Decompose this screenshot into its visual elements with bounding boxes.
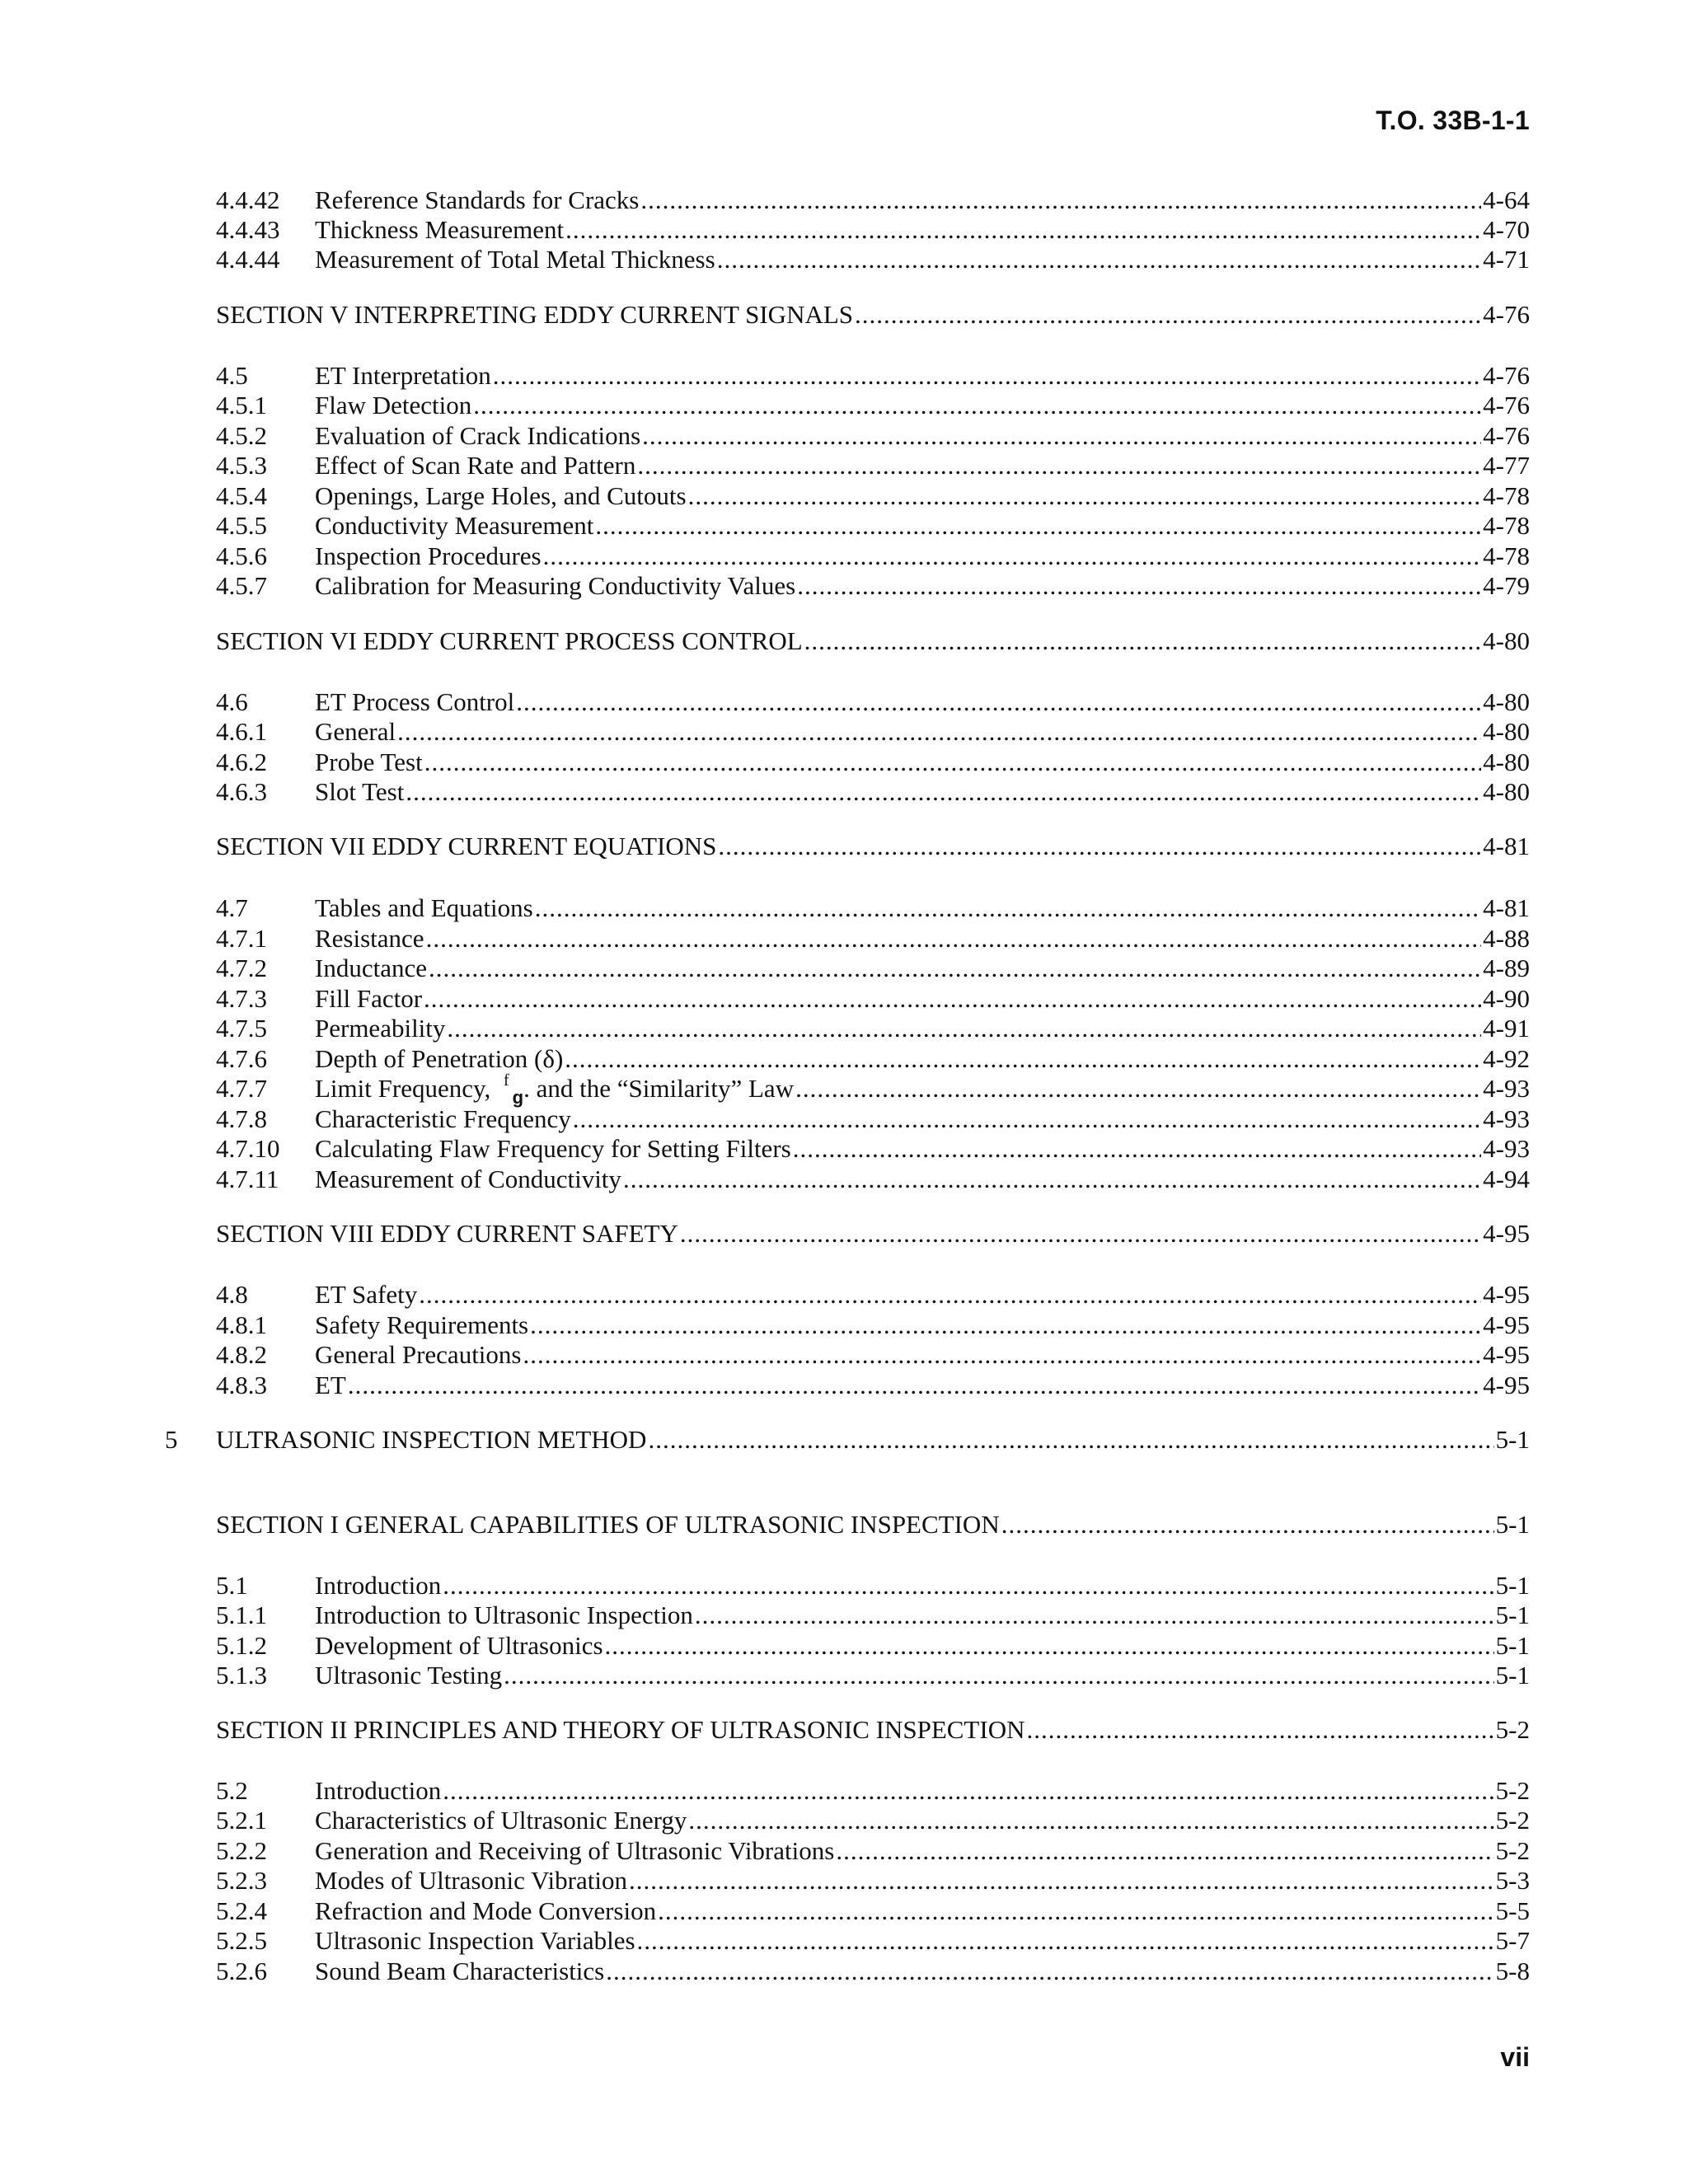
entry-page: 4-76 [1483,361,1530,390]
toc-entry [216,1896,1530,1926]
entry-number: 4.8.1 [216,1310,267,1339]
entry-title: Measurement of Conductivity [315,1165,621,1193]
section-title: SECTION VII EDDY CURRENT EQUATIONS [216,832,717,860]
dot-leader [717,244,1481,274]
entry-title: Reference Standards for Cracks [315,185,640,214]
dot-leader [797,570,1481,601]
chapter-title: ULTRASONIC INSPECTION METHOD [216,1425,647,1454]
entry-number: 4.5 [216,361,248,390]
entry-title: Refraction and Mode Conversion [315,1896,657,1925]
toc-entry [216,776,1530,807]
section-page: 4-95 [1483,1219,1530,1248]
entry-number: 5.2.3 [216,1866,267,1895]
dot-leader [695,1600,1494,1630]
entry-title: Characteristics of Ultrasonic Energy [315,1806,687,1835]
toc-entry [216,390,1530,420]
toc-entry [216,1570,1530,1601]
entry-title: Evaluation of Crack Indications [315,421,641,450]
dot-leader [658,1896,1494,1926]
dot-leader [424,747,1481,777]
entry-page: 4-80 [1483,777,1530,806]
dot-leader [836,1835,1493,1866]
toc-entry [216,1925,1530,1956]
entry-number: 4.6.2 [216,748,267,776]
entry-page: 4-64 [1483,185,1530,214]
entry-title: General Precautions [315,1340,522,1369]
toc-entry [216,1660,1530,1690]
entry-number: 4.7.7 [216,1074,267,1103]
section-title: SECTION VI EDDY CURRENT PROCESS CONTROL [216,626,803,655]
section-page: 5-2 [1495,1715,1530,1744]
dot-leader [535,893,1481,923]
dot-leader [680,1218,1481,1249]
entry-number: 4.5.7 [216,571,267,600]
entry-number: 5.1.2 [216,1631,267,1660]
entry-title: Depth of Penetration (δ) [315,1044,564,1073]
entry-title: Probe Test [315,748,423,776]
entry-title: ET Process Control [315,687,515,716]
entry-page: 4-91 [1483,1014,1530,1043]
dot-leader [443,1775,1493,1806]
dot-leader [504,1660,1494,1690]
entry-title: Thickness Measurement [315,215,565,244]
entry-number: 4.5.5 [216,511,267,540]
toc-section-heading [216,1714,1530,1745]
toc-entry [216,1279,1530,1310]
dot-leader [426,923,1482,954]
entry-title: Permeability [315,1014,446,1043]
entry-number: 4.5.2 [216,421,267,450]
entry-title: Resistance [315,924,424,953]
entry-number: 4.8.3 [216,1371,267,1399]
toc-entry [216,1071,1530,1108]
dot-leader [623,1164,1481,1194]
dot-leader [637,450,1481,480]
toc-entry [216,1339,1530,1370]
toc-section-heading [216,299,1530,330]
entry-page: 5-1 [1495,1571,1530,1600]
toc-entry [216,923,1530,954]
dot-leader [688,480,1482,511]
toc-entry [216,747,1530,777]
entry-number: 5.1.1 [216,1601,267,1629]
toc-entry [216,1013,1530,1043]
entry-number: 4.7.11 [216,1165,279,1193]
toc-entry [216,1956,1530,1986]
toc-entry [216,244,1530,274]
dot-leader [493,360,1481,391]
toc-entry [216,541,1530,571]
dot-leader [1001,1509,1494,1540]
page-number: vii [1500,2042,1530,2072]
entry-number: 5.1 [216,1571,248,1600]
entry-title: Tables and Equations [315,893,533,922]
section-title: SECTION I GENERAL CAPABILITIES OF ULTRASONIC INSPECTION [216,1510,1000,1539]
entry-title-end: . and the “Similarity” Law [523,1074,795,1103]
entry-page: 5-2 [1495,1776,1530,1805]
entry-number: 5.2.5 [216,1926,267,1955]
dot-leader [397,716,1481,747]
toc-entry [216,1104,1530,1134]
entry-title: Effect of Scan Rate and Pattern [315,451,636,480]
entry-title: Ultrasonic Testing [315,1661,503,1690]
dot-leader [595,510,1481,541]
entry-page: 4-78 [1483,481,1530,510]
entry-number: 4.7.5 [216,1014,267,1043]
entry-page: 4-89 [1483,954,1530,982]
toc-chapter-heading [165,1424,1530,1455]
entry-number: 4.7.3 [216,984,267,1013]
dot-leader [424,983,1481,1014]
dot-leader [348,1370,1481,1400]
entry-number: 4.5.3 [216,451,267,480]
dot-leader [573,1104,1481,1134]
entry-title: Generation and Receiving of Ultrasonic Vibrations [315,1836,835,1865]
entry-number: 5.1.3 [216,1661,267,1690]
document-id: T.O. 33B-1-1 [1376,105,1530,135]
entry-page: 4-71 [1483,245,1530,274]
chapter-page: 5-1 [1495,1425,1530,1454]
dot-leader [605,1630,1494,1661]
entry-title: Development of Ultrasonics [315,1631,603,1660]
entry-page: 4-80 [1483,687,1530,716]
toc-entry [216,1043,1530,1074]
dot-leader [419,1279,1481,1310]
dot-leader [606,1956,1493,1986]
entry-title: General [315,717,396,746]
entry-title: Calculating Flaw Frequency for Setting Filters [315,1134,791,1163]
entry-page: 4-76 [1483,421,1530,450]
dot-leader [447,1013,1481,1043]
toc-entry [216,953,1530,983]
section-title: SECTION VIII EDDY CURRENT SAFETY [216,1219,678,1248]
entry-number: 4.4.43 [216,215,280,244]
dot-leader [565,1043,1481,1074]
entry-page: 4-81 [1483,893,1530,922]
toc-section-heading [216,831,1530,861]
dot-leader [516,687,1481,717]
toc-entry [216,1775,1530,1806]
toc-entry [216,1370,1530,1400]
dot-leader [637,1925,1494,1956]
toc-entry [216,1805,1530,1835]
toc-entry [216,480,1530,511]
entry-page: 4-80 [1483,748,1530,776]
dot-leader [629,1865,1494,1896]
toc-entry [216,1133,1530,1164]
entry-number: 4.7.8 [216,1104,267,1133]
entry-page: 5-5 [1495,1896,1530,1925]
frequency-subscript: g [512,1087,524,1108]
entry-title [315,1073,794,1108]
section-title: SECTION II PRINCIPLES AND THEORY OF ULTRASONIC INSPECTION [216,1715,1025,1744]
toc-entry [216,1835,1530,1866]
dot-leader [795,1073,1481,1104]
dot-leader [804,626,1482,656]
dot-leader [642,420,1481,451]
entry-title: Ultrasonic Inspection Variables [315,1926,635,1955]
entry-title: Safety Requirements [315,1310,529,1339]
entry-page: 4-94 [1483,1165,1530,1193]
entry-title: Modes of Ultrasonic Vibration [315,1866,627,1895]
entry-title: Inductance [315,954,427,982]
chapter-number: 5 [165,1425,178,1454]
entry-page: 4-79 [1483,571,1530,600]
entry-page: 5-2 [1495,1806,1530,1835]
entry-title: Introduction to Ultrasonic Inspection [315,1601,693,1629]
entry-page: 4-93 [1483,1074,1530,1103]
entry-page: 5-1 [1495,1661,1530,1690]
entry-title: Sound Beam Characteristics [315,1957,605,1985]
dot-leader [855,299,1481,330]
dot-leader [640,185,1481,215]
entry-number: 4.6.3 [216,777,267,806]
entry-number: 4.7.10 [216,1134,280,1163]
frequency-symbol: f [503,1071,509,1090]
toc-entry [216,420,1530,451]
dot-leader [473,390,1481,420]
toc-entry [216,185,1530,215]
toc-entry [216,1164,1530,1194]
entry-page: 4-92 [1483,1044,1530,1073]
section-page: 4-80 [1483,626,1530,655]
entry-page: 5-7 [1495,1926,1530,1955]
toc-entry [216,570,1530,601]
dot-leader [429,953,1481,983]
entry-number: 4.8 [216,1280,248,1309]
entry-title: Calibration for Measuring Conductivity Values [315,571,796,600]
toc-section-heading [216,1509,1530,1540]
entry-number: 4.5.6 [216,541,267,570]
entry-title: Inspection Procedures [315,541,542,570]
toc-entry [216,1630,1530,1661]
entry-number: 4.8.2 [216,1340,267,1369]
entry-number: 4.6 [216,687,248,716]
section-page: 4-81 [1483,832,1530,860]
entry-page: 5-1 [1495,1631,1530,1660]
section-page: 4-76 [1483,300,1530,329]
entry-number: 4.4.44 [216,245,280,274]
entry-page: 4-90 [1483,984,1530,1013]
entry-number: 4.6.1 [216,717,267,746]
dot-leader [523,1339,1481,1370]
toc-entry [216,716,1530,747]
dot-leader [406,776,1481,807]
toc-entry [216,893,1530,923]
entry-number: 5.2.6 [216,1957,267,1985]
entry-title: ET Safety [315,1280,418,1309]
dot-leader [565,214,1481,245]
entry-title: Flaw Detection [315,391,472,419]
entry-page: 5-8 [1495,1957,1530,1985]
toc-entry [216,983,1530,1014]
entry-page: 4-95 [1483,1340,1530,1369]
entry-page: 4-88 [1483,924,1530,953]
entry-page: 4-95 [1483,1310,1530,1339]
toc-section-heading [216,1218,1530,1249]
dot-leader [543,541,1482,571]
toc-entry [216,214,1530,245]
entry-number: 4.4.42 [216,185,280,214]
entry-page: 5-3 [1495,1866,1530,1895]
dot-leader [1026,1714,1493,1745]
entry-title: ET Interpretation [315,361,491,390]
entry-title: Conductivity Measurement [315,511,594,540]
entry-title: Characteristic Frequency [315,1104,571,1133]
entry-page: 5-1 [1495,1601,1530,1629]
entry-number: 5.2.2 [216,1836,267,1865]
section-page: 5-1 [1495,1510,1530,1539]
entry-title: Fill Factor [315,984,423,1013]
entry-number: 4.5.1 [216,391,267,419]
dot-leader [530,1310,1481,1340]
entry-title: Measurement of Total Metal Thickness [315,245,715,274]
entry-title: Openings, Large Holes, and Cutouts [315,481,687,510]
entry-title-start: Limit Frequency, [315,1074,497,1103]
entry-number: 5.2 [216,1776,248,1805]
entry-page: 4-77 [1483,451,1530,480]
dot-leader [688,1805,1493,1835]
entry-number: 5.2.4 [216,1896,267,1925]
entry-page: 5-2 [1495,1836,1530,1865]
entry-number: 4.7.6 [216,1044,267,1073]
section-title: SECTION V INTERPRETING EDDY CURRENT SIGNALS [216,300,854,329]
dot-leader [443,1570,1493,1601]
dot-leader [793,1133,1481,1164]
entry-page: 4-93 [1483,1134,1530,1163]
entry-title: Introduction [315,1776,442,1805]
entry-page: 4-76 [1483,391,1530,419]
toc-entry [216,1600,1530,1630]
toc-entry [216,510,1530,541]
entry-title: Slot Test [315,777,405,806]
dot-leader [648,1424,1493,1455]
entry-page: 4-78 [1483,541,1530,570]
toc-entry [216,1310,1530,1340]
entry-page: 4-70 [1483,215,1530,244]
entry-title: ET [315,1371,346,1399]
toc-entry [216,450,1530,480]
entry-number: 4.7 [216,893,248,922]
entry-page: 4-95 [1483,1371,1530,1399]
toc-section-heading [216,626,1530,656]
entry-number: 4.7.1 [216,924,267,953]
toc-entry [216,687,1530,717]
entry-title: Introduction [315,1571,442,1600]
dot-leader [718,831,1481,861]
entry-page: 4-78 [1483,511,1530,540]
toc-entry [216,1865,1530,1896]
entry-page: 4-93 [1483,1104,1530,1133]
entry-page: 4-80 [1483,717,1530,746]
entry-page: 4-95 [1483,1280,1530,1309]
entry-number: 4.5.4 [216,481,267,510]
entry-number: 5.2.1 [216,1806,267,1835]
entry-number: 4.7.2 [216,954,267,982]
toc-entry [216,360,1530,391]
